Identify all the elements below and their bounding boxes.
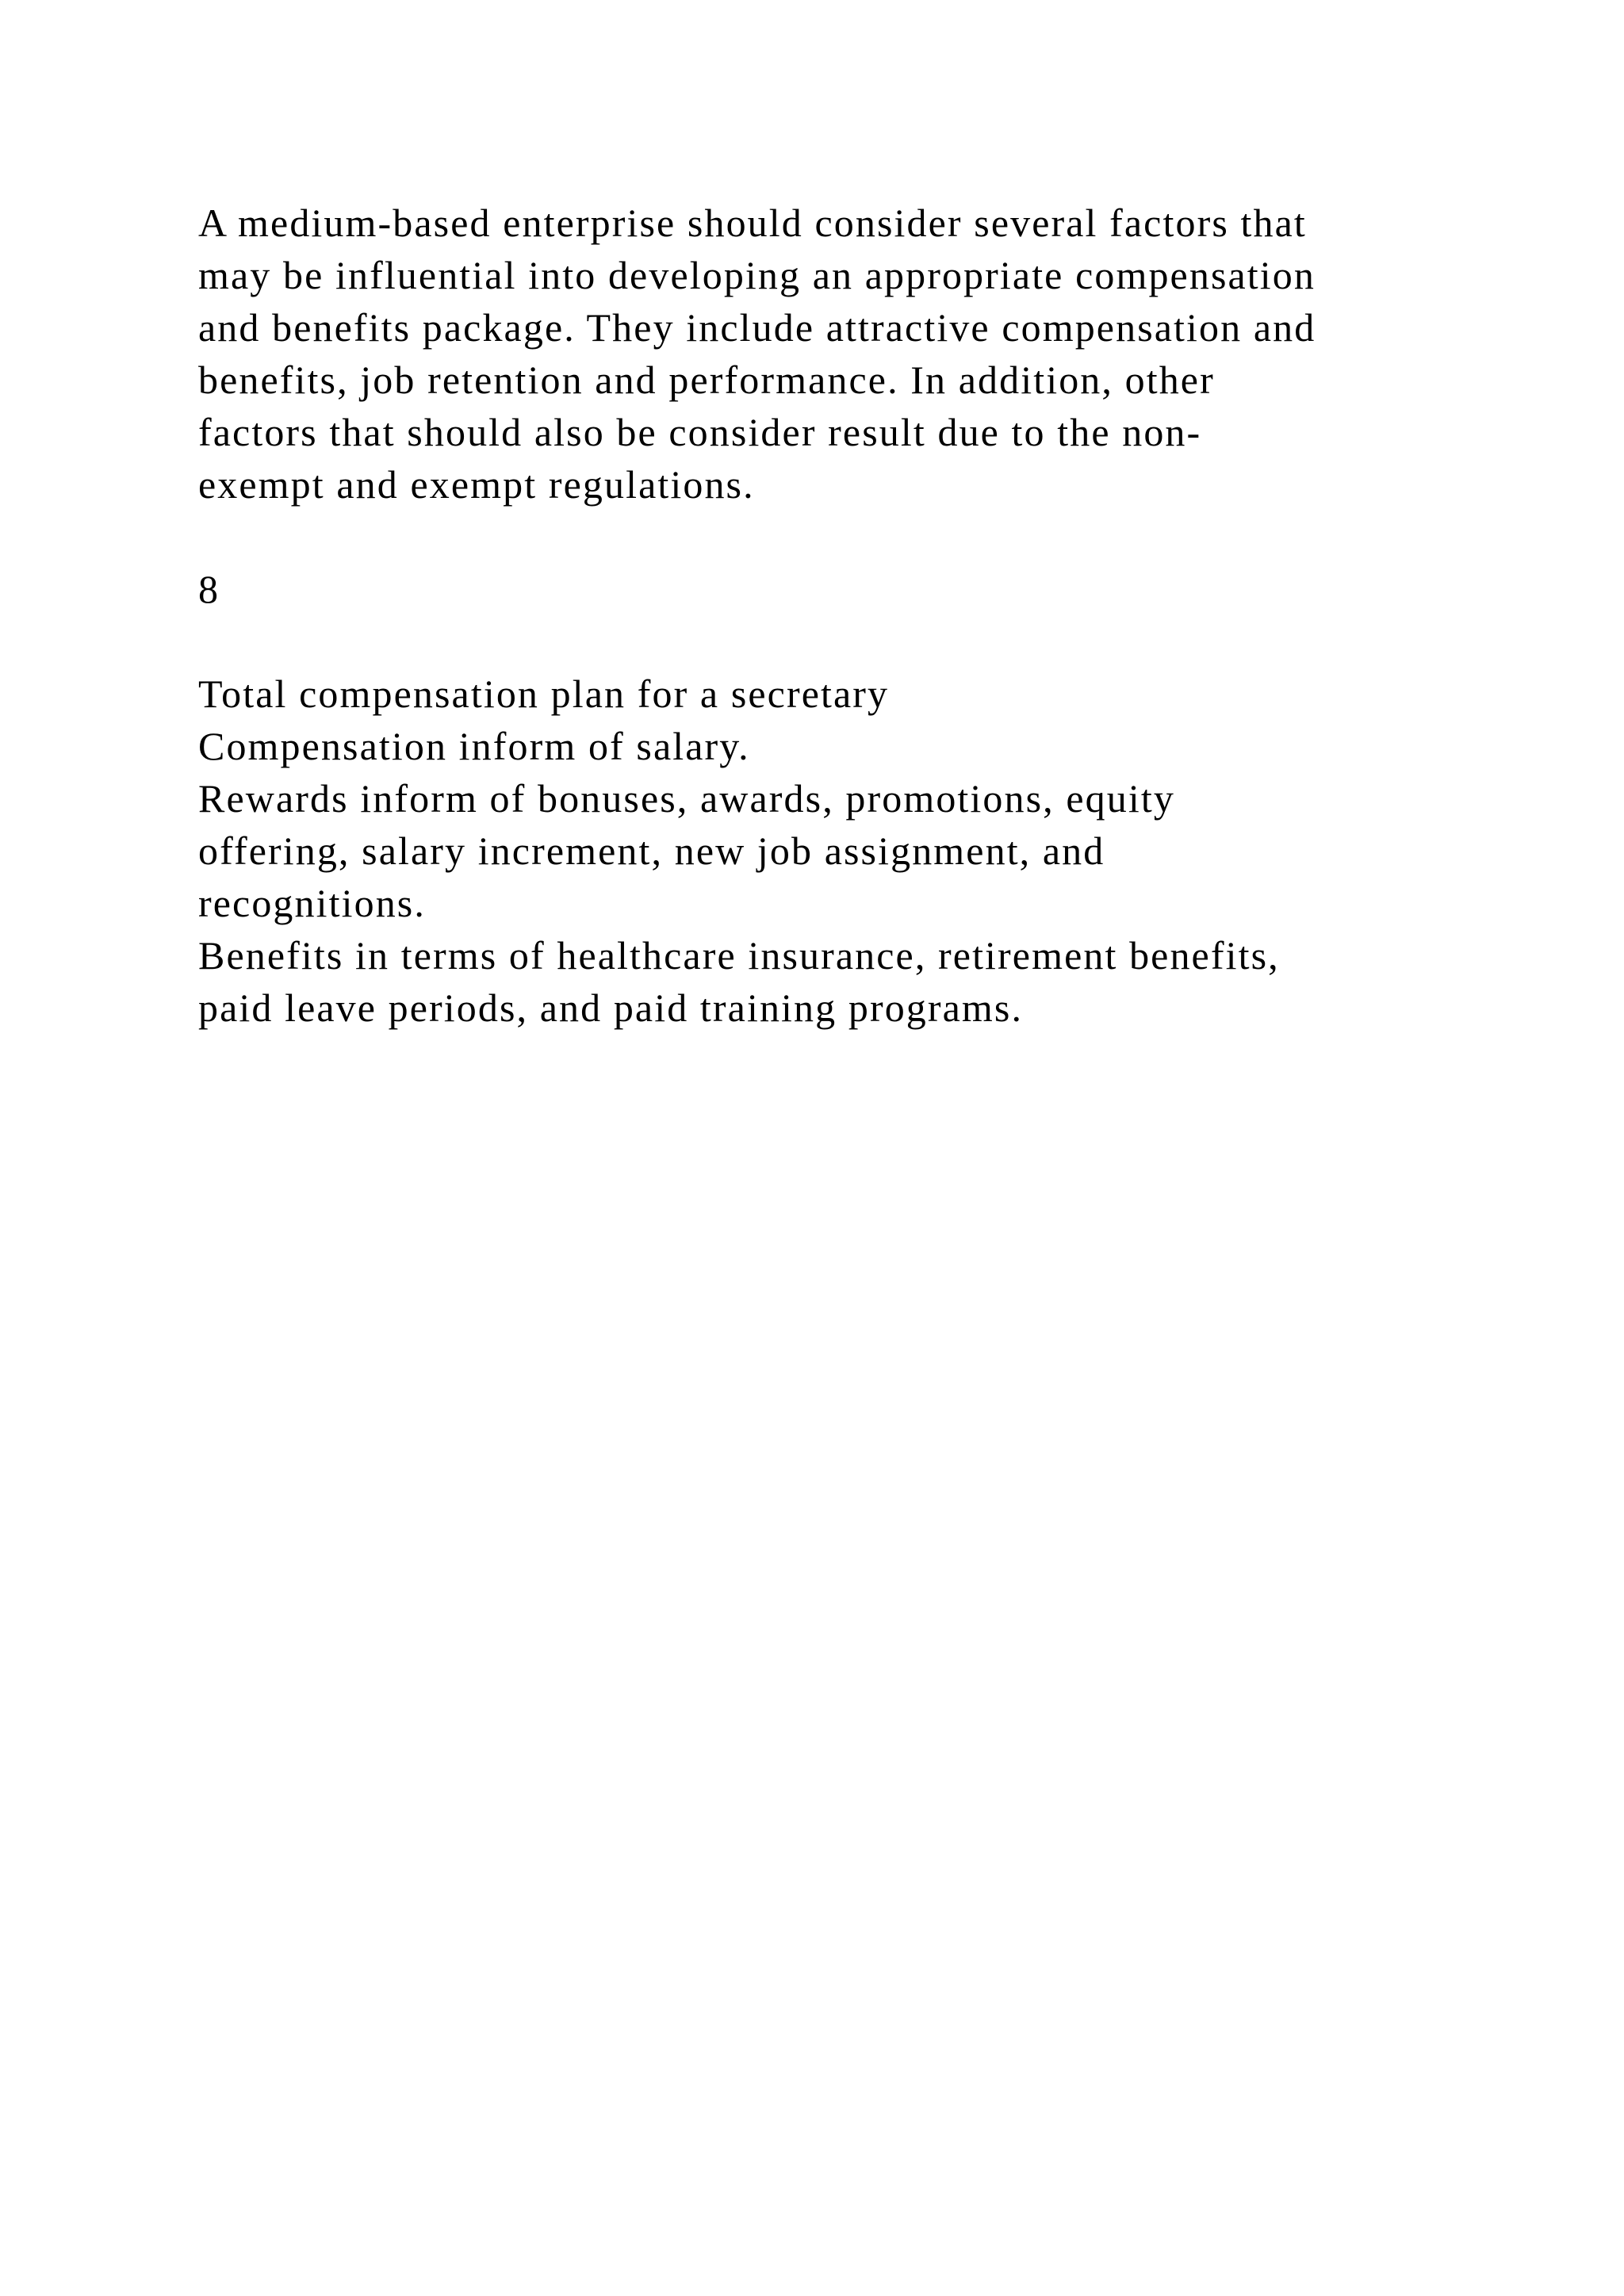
text-line: Rewards inform of bonuses, awards, promotions, equity: [198, 776, 1175, 821]
blank-line: [198, 511, 1515, 563]
text-line: may be influential into developing an appropriate compensation: [198, 253, 1316, 297]
document-body: [198, 197, 1515, 1034]
text-line: offering, salary increment, new job assignment, and: [198, 828, 1105, 873]
text-line: benefits, job retention and performance. In addition, other: [198, 358, 1215, 402]
text-line: Total compensation plan for a secretary: [198, 672, 890, 716]
text-line: Compensation inform of salary.: [198, 724, 750, 768]
text-line: paid leave periods, and paid training programs.: [198, 985, 1024, 1030]
text-line: recognitions.: [198, 881, 426, 925]
blank-line: [198, 615, 1515, 668]
text-line: and benefits package. They include attractive compensation and: [198, 305, 1316, 350]
text-line: exempt and exempt regulations.: [198, 462, 755, 507]
paragraph-compensation-plan: [198, 668, 1515, 1034]
text-line: factors that should also be consider result due to the non-: [198, 410, 1202, 454]
text-line: A medium-based enterprise should consider several factors that: [198, 201, 1307, 245]
page-number: 8: [198, 567, 220, 611]
paragraph-intro: [198, 197, 1515, 511]
text-line: Benefits in terms of healthcare insurance, retirement benefits,: [198, 933, 1280, 978]
